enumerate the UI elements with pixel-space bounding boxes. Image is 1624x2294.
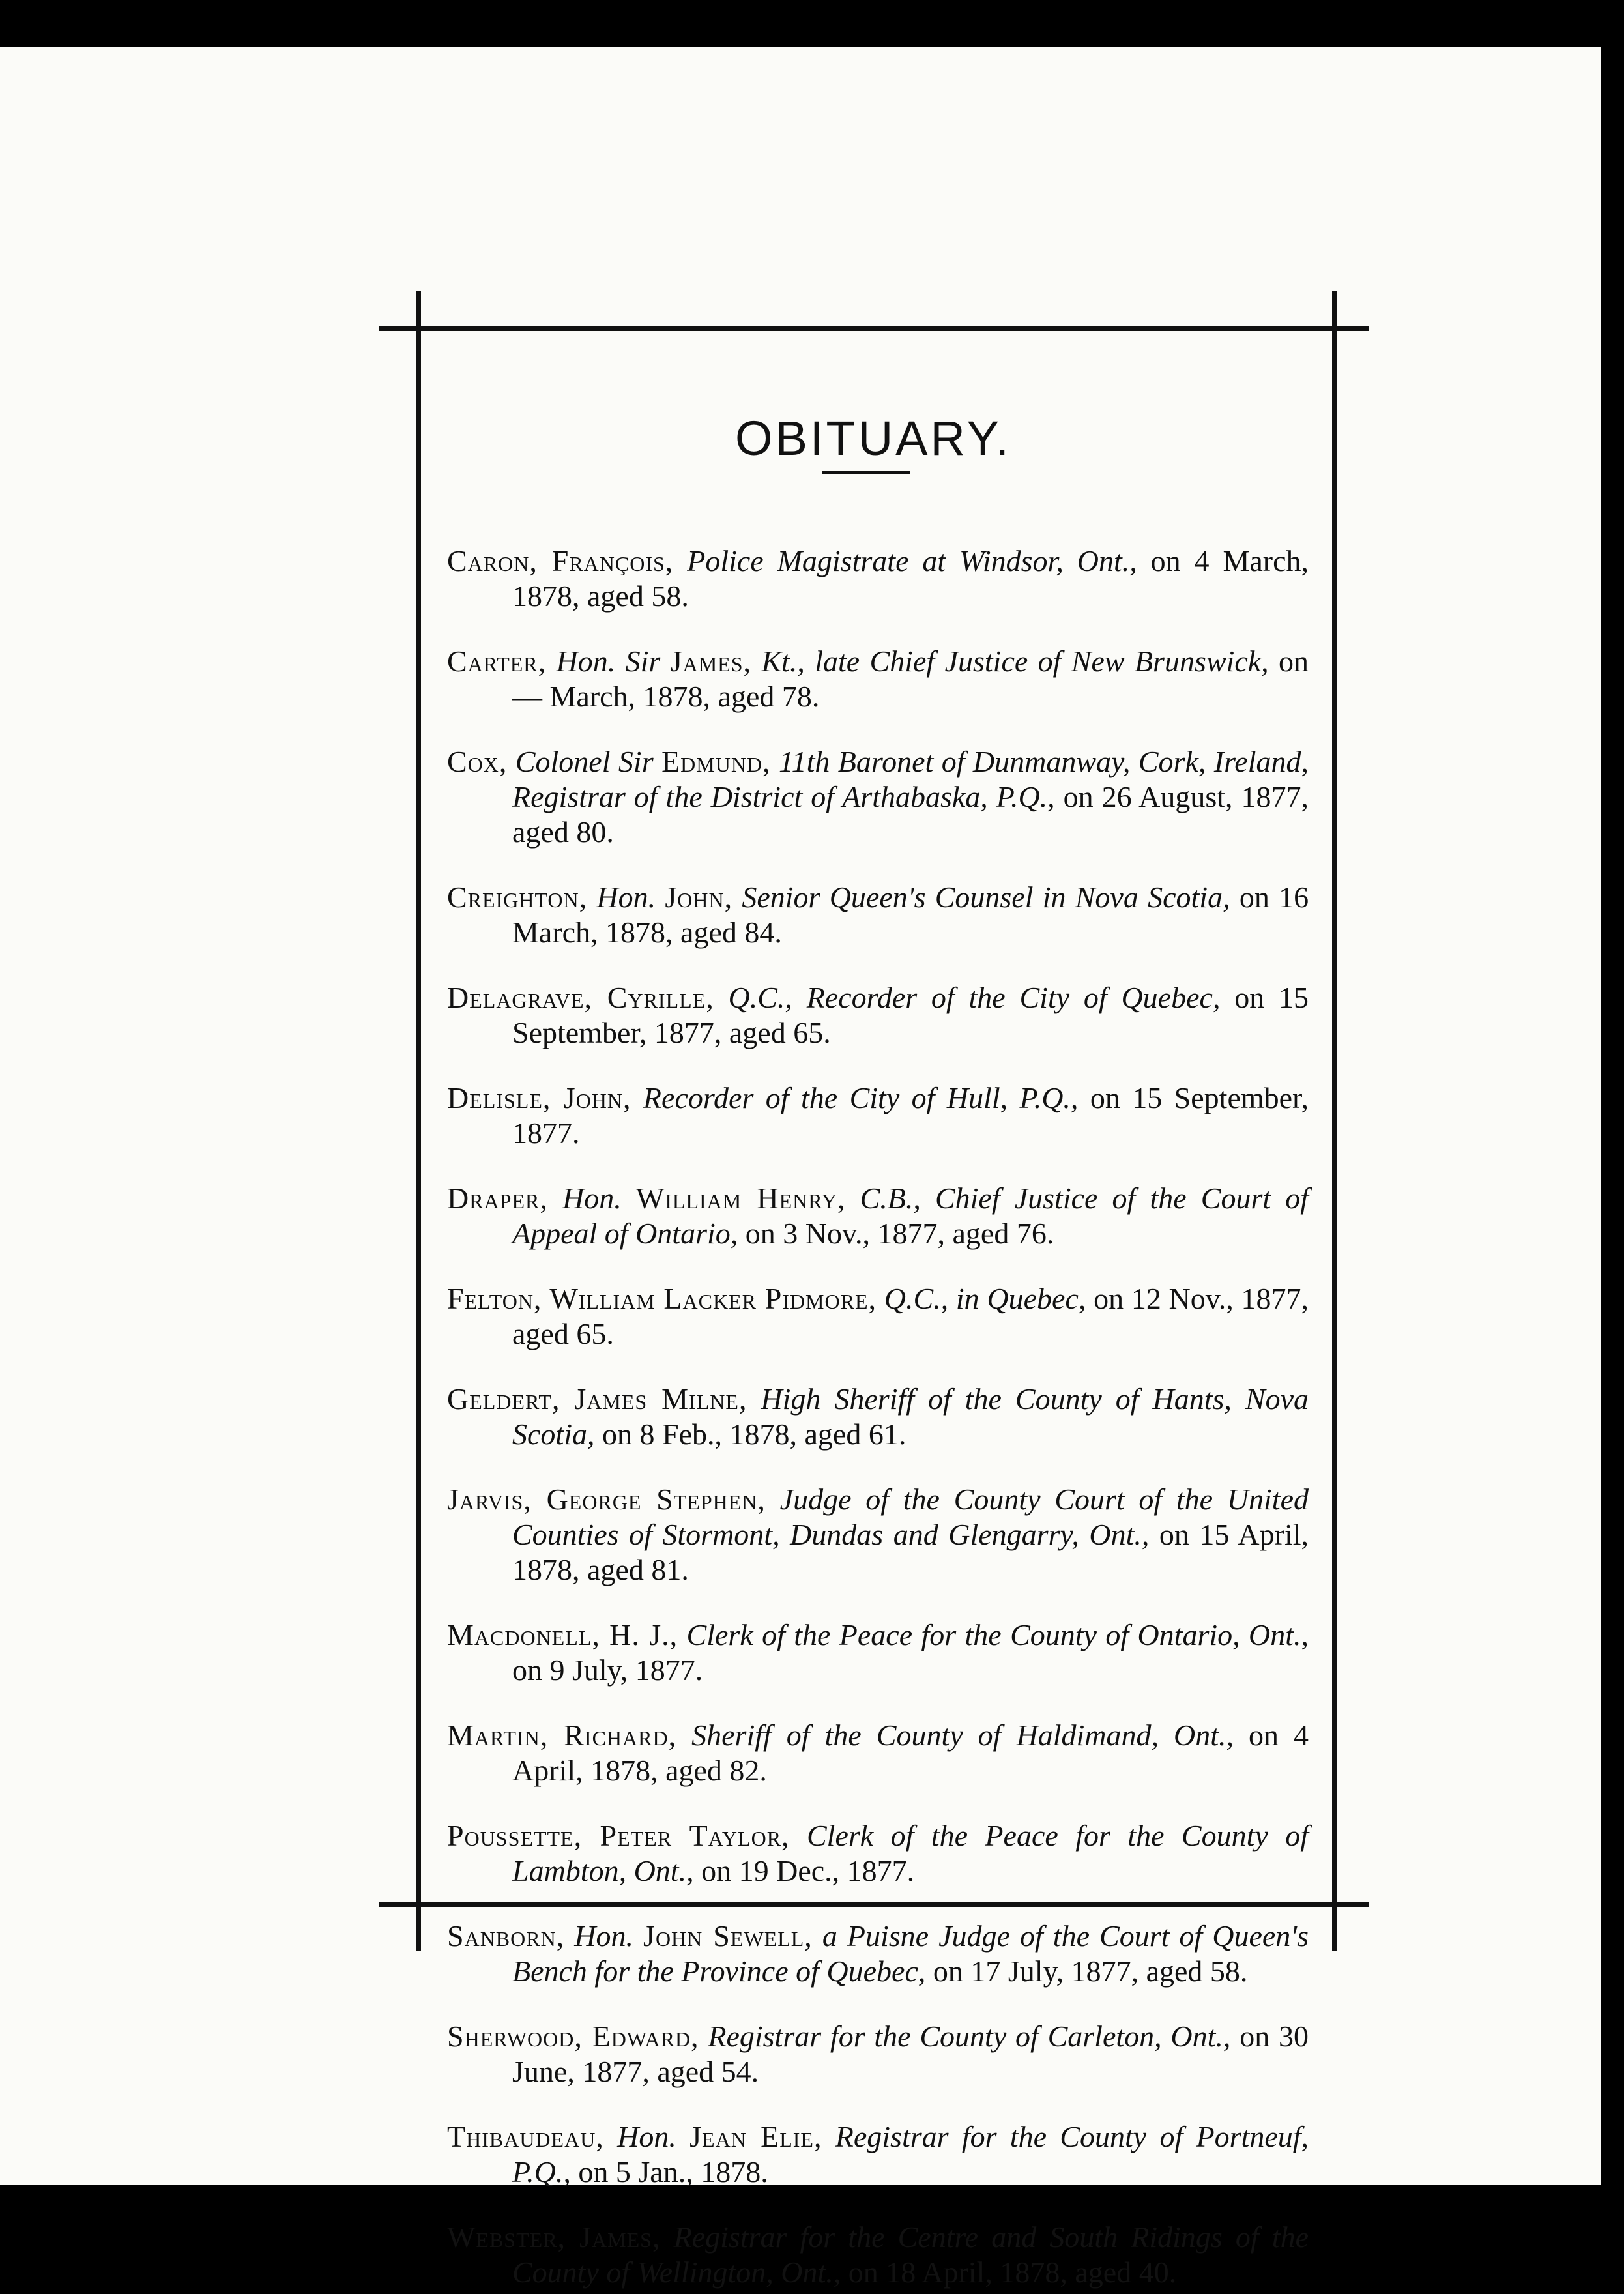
- obituary-entry: Macdonell, H. J., Clerk of the Peace for the County of Ontario, Ont., on 9 July, 1877.: [447, 1618, 1309, 1687]
- obituary-entry: Caron, François, Police Magistrate at Windsor, Ont., on 4 March, 1878, aged 58.: [447, 544, 1309, 613]
- obituary-entry: Geldert, James Milne, High Sheriff of the County of Hants, Nova Scotia, on 8 Feb., 1878, aged 61.: [447, 1382, 1309, 1451]
- obituary-entry: Thibaudeau, Hon. Jean Elie, Registrar for the County of Portneuf, P.Q., on 5 Jan., 1878.: [447, 2120, 1309, 2188]
- obituary-entry: Poussette, Peter Taylor, Clerk of the Peace for the County of Lambton, Ont., on 19 Dec., 1877.: [447, 1819, 1309, 1887]
- obituary-entry: Sherwood, Edward, Registrar for the County of Carleton, Ont., on 30 June, 1877, aged 54.: [447, 2020, 1309, 2088]
- obituary-entry: Creighton, Hon. John, Senior Queen's Counsel in Nova Scotia, on 16 March, 1878, aged 84.: [447, 880, 1309, 949]
- obituary-entry: Delagrave, Cyrille, Q.C., Recorder of the City of Quebec, on 15 September, 1877, aged 65.: [447, 981, 1309, 1049]
- obituary-entry: Carter, Hon. Sir James, Kt., late Chief Justice of New Brunswick, on — March, 1878, aged 78.: [447, 645, 1309, 713]
- page-title: OBITUARY.: [735, 411, 1011, 465]
- title-rule: [822, 471, 910, 474]
- obituary-entry: Jarvis, George Stephen, Judge of the County Court of the United Counties of Stormont, Dundas and Glengarry, Ont., on 15 April, 1878, aged 81.: [447, 1483, 1309, 1586]
- obituary-list: [447, 514, 1309, 2294]
- obituary-entry: Sanborn, Hon. John Sewell, a Puisne Judge of the Court of Queen's Bench for the Province of Quebec, on 17 July, 1877, aged 58.: [447, 1919, 1309, 1988]
- obituary-entry: Cox, Colonel Sir Edmund, 11th Baronet of Dunmanway, Cork, Ireland, Registrar of the District of Arthabaska, P.Q., on 26 August, 1877, aged 80.: [447, 745, 1309, 849]
- obituary-entry: Draper, Hon. William Henry, C.B., Chief Justice of the Court of Appeal of Ontario, on 3 Nov., 1877, aged 76.: [447, 1182, 1309, 1250]
- obituary-entry: Felton, William Lacker Pidmore, Q.C., in Quebec, on 12 Nov., 1877, aged 65.: [447, 1282, 1309, 1350]
- obituary-entry: Webster, James, Registrar for the Centre and South Ridings of the County of Wellington, Ont., on 18 April, 1878, aged 40.: [447, 2220, 1309, 2289]
- obituary-entry: Martin, Richard, Sheriff of the County of Haldimand, Ont., on 4 April, 1878, aged 82.: [447, 1719, 1309, 1787]
- obituary-entry: Delisle, John, Recorder of the City of Hull, P.Q., on 15 September, 1877.: [447, 1081, 1309, 1150]
